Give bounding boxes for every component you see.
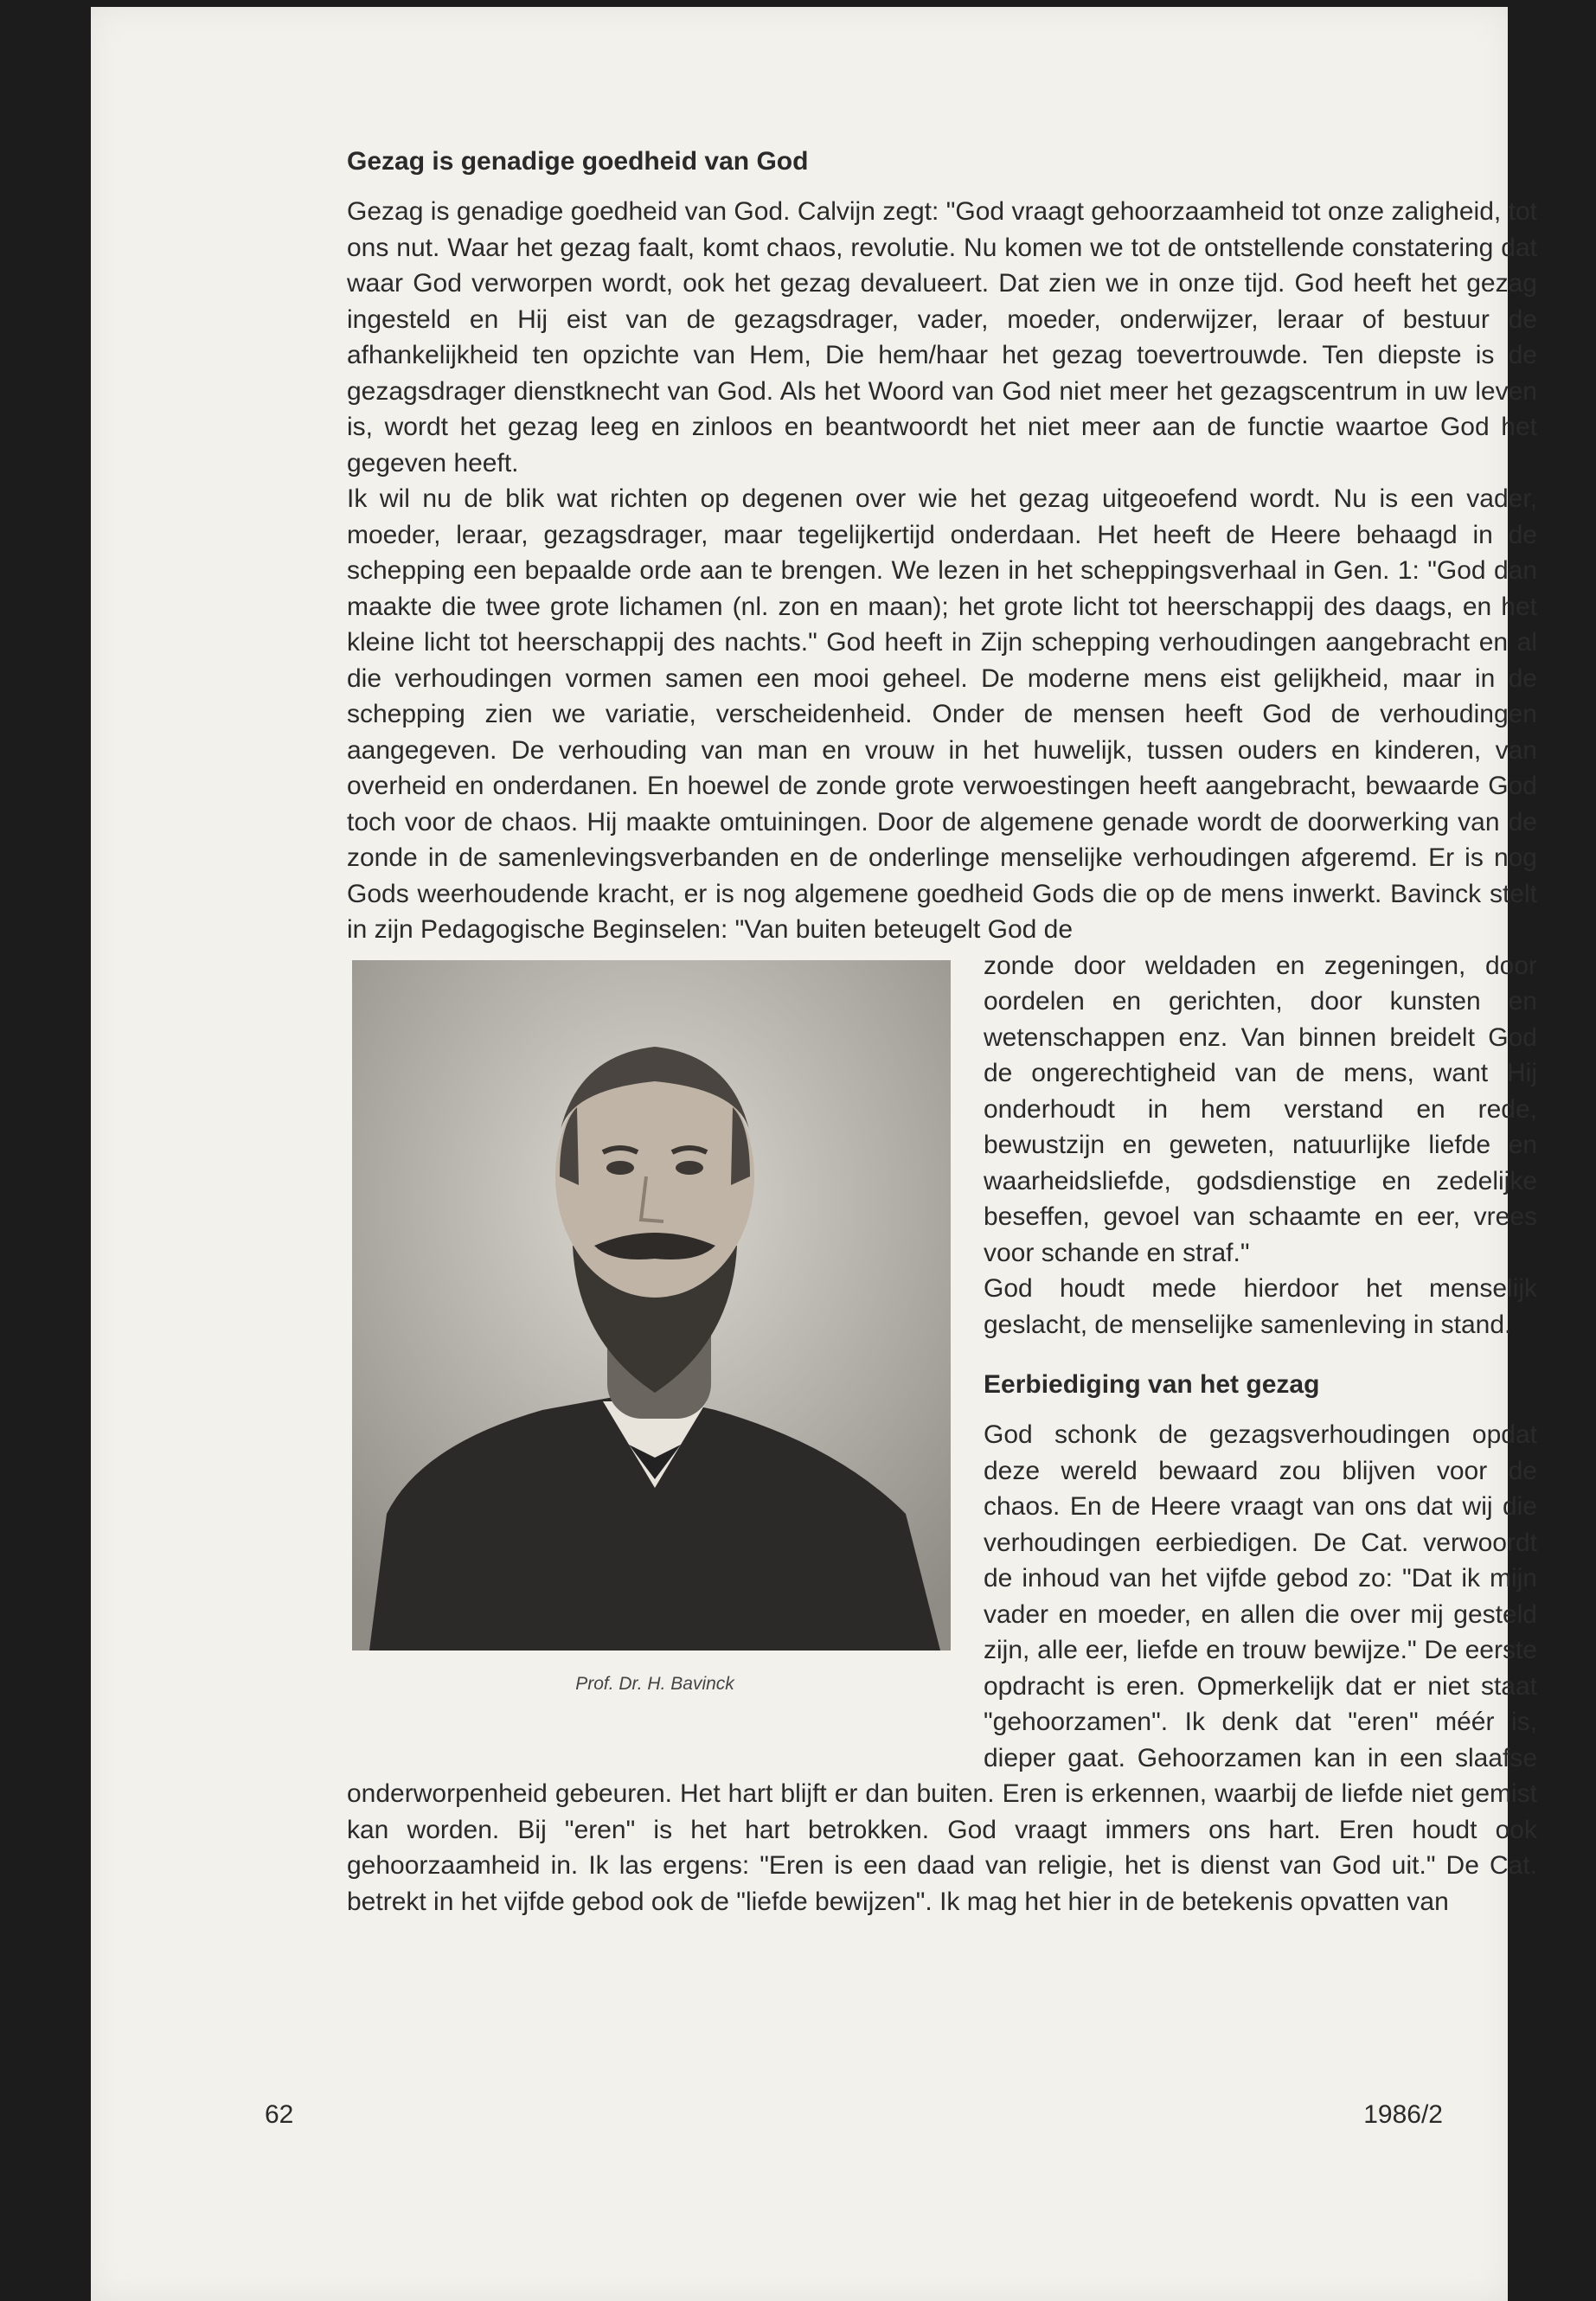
paragraph-3: God houdt mede hierdoor het menselijk geslacht, de menselijke samenleving in stand. — [984, 1274, 1537, 1339]
heading-gezag-genadige-goedheid: Gezag is genadige goedheid van God — [347, 147, 809, 176]
paragraph-1: Gezag is genadige goedheid van God. Calvijn zegt: "God vraagt gehoorzaamheid tot onze zaligheid, tot ons nut. Waar het gezag faalt, komt chaos, revolutie. Nu komen we tot de ontstellende constatering dat waar God verworpen wordt, ook het gezag devalueert. Dat zien we in onze tijd. God heeft het gezag ingesteld en Hij eist van de gezagsdrager, vader, moeder, onderwijzer, leraar of bestuur de afhankelijkheid ten opzichte van Hem, Die hem/haar het gezag toevertrouwde. Ten diepste is de gezagsdrager dienstknecht van God. Als het Woord van God niet meer het gezagscentrum in uw leven is, wordt het gezag leeg en zinloos en beantwoordt het niet meer aan de functie waartoe God het gegeven heeft. — [347, 197, 1537, 478]
portrait-figure — [347, 960, 958, 1765]
portrait-photo — [352, 960, 951, 1650]
paragraph-4: God schonk de gezagsverhoudingen opdat deze wereld bewaard zou blijven voor de chaos. En de Heere vraagt van ons dat wij die verhoudingen eerbiedigen. De Cat. verwoordt de inhoud van het vijfde gebod zo: "Dat ik mijn vader en moeder, en allen die over mij gesteld zijn, alle eer, liefde en trouw bewijze." De eerste opdracht is eren. Opmerkelijk dat er niet staat "gehoorzamen". Ik denk dat "eren" méér is, dieper gaat. Gehoorzamen kan in een slaafse onderworpenheid gebeuren. Het hart blijft er dan buiten. Eren is erkennen, waarbij de liefde niet gemist kan worden. Bij "eren" is het hart betrokken. God vraagt immers ons hart. Eren houdt ook gehoorzaamheid in. Ik las ergens: "Eren is een daad van religie, het is dienst van God uit." De Cat. betrekt in het vijfde gebod ook de "liefde bewijzen". Ik mag het hier in de betekenis opvatten van — [347, 1420, 1537, 1916]
page-footer — [265, 2100, 1443, 2130]
page-number: 62 — [265, 2100, 294, 2129]
paragraph-2-part-a: Ik wil nu de blik wat richten op degenen over wie het gezag uitgeoefend wordt. Nu is een vader, moeder, leraar, gezagsdrager, maar tegelijkertijd onderdaan. Het heeft de Heere behaagd in de schepping een bepaalde orde aan te brengen. We lezen in het scheppingsverhaal in Gen. 1: "God dan maakte die twee grote lichamen (nl. zon en maan); het grote licht tot heerschappij des daags, en het kleine licht tot heerschappij des nachts." God heeft in Zijn schepping verhoudingen aangebracht en al die verhoudingen vormen samen een mooi geheel. De moderne mens eist gelijkheid, maar in de schepping zien we variatie, verscheidenheid. Onder de mensen heeft God de verhoudingen aangegeven. De verhouding van man en vrouw in het huwelijk, tussen ouders en kinderen, van overheid en onderdanen. En hoewel de zonde grote verwoestingen heeft aangebracht, bewaarde God toch voor de chaos. Hij maakte omtuiningen. Door de algemene genade wordt de doorwerking van de zonde in de samenlevingsverbanden en de onderlinge menselijke verhoudingen afgeremd. Er is nog Gods weerhoudende kracht, er is nog algemene goedheid Gods die op de mens inwerkt. Bavinck stelt in zijn Pedagogische Beginselen: "Van buiten beteugelt God de — [347, 484, 1537, 944]
issue-number: 1986/2 — [1363, 2100, 1443, 2129]
article — [347, 145, 1537, 1920]
portrait-illustration — [352, 960, 951, 1650]
portrait-caption: Prof. Dr. H. Bavinck — [575, 1673, 734, 1694]
page — [91, 7, 1537, 2301]
heading-eerbiediging-van-het-gezag: Eerbiediging van het gezag — [984, 1370, 1320, 1399]
paragraph-2-part-b: zonde door weldaden en zegeningen, door oordelen en gerichten, door kunsten en wetenschappen enz. Van binnen breidelt God de ongerechtigheid van de mens, want Hij onderhoudt in hem verstand en rede, bewustzijn en geweten, natuurlijke liefde en waarheidsliefde, godsdienstige en zedelijke beseffen, gevoel van schaamte en eer, vrees voor schande en straf." — [984, 951, 1537, 1267]
